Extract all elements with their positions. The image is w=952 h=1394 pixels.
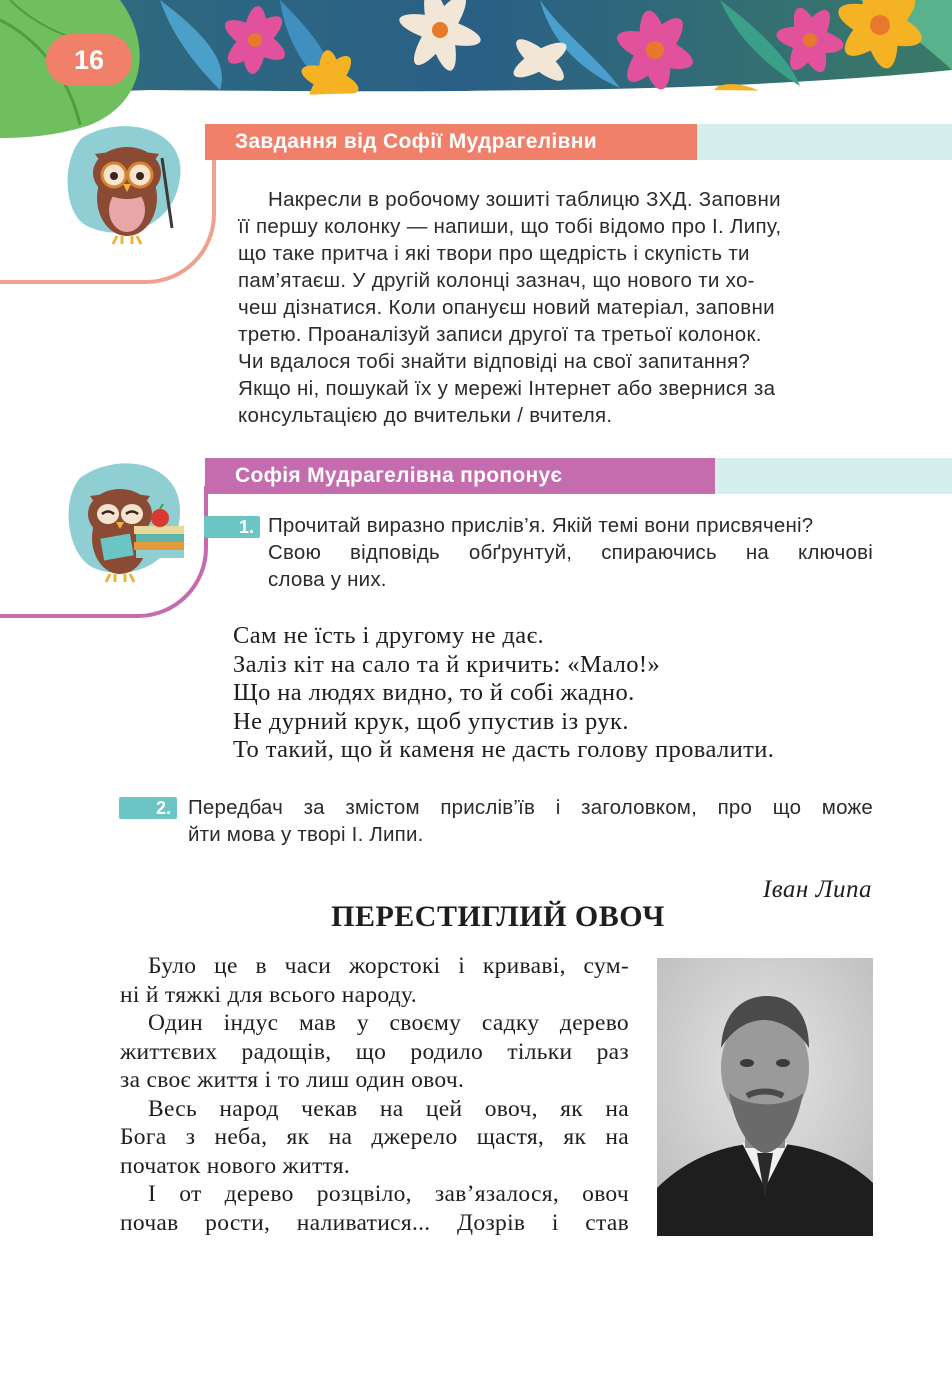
question-2-number: 2. [119,797,177,819]
question-1-number: 1. [204,516,260,538]
story-author: Іван Липа [762,876,872,903]
proverb: Заліз кіт на сало та й кричить: «Мало!» [233,650,661,678]
proverb: Що на людях видно, то й собі жадно. [233,679,635,706]
story-line: за своє життя і то лиш один овоч. [120,1067,465,1093]
question-2-text [188,794,873,848]
question-1-line: Свою відповідь обґрунтуй, спираючись на ключові [268,541,873,564]
story-line: життєвих радощів, що родило тільки раз [120,1038,629,1065]
offer-header-band [708,458,952,494]
proverb: Не дурний крук, щоб упустив із рук. [233,707,629,735]
task-line: пам’ятаєш. У другій колонці зазнач, що нового ти хо- [238,269,755,292]
owl-books-icon [62,456,192,591]
task-line: її першу колонку — напиши, що тобі відомо про І. Липу, [238,215,782,238]
task-line: Якщо ні, пошукай їх у мережі Інтернет або звернися за [238,377,776,400]
story-line: Один індус мав у своєму садку дерево [148,1010,629,1036]
page-number: 16 [46,34,132,86]
proverb: Сам не їсть і другому не дає. [233,622,545,649]
task-line: чеш дізнатися. Коли опануєш новий матеріал, заповни [238,296,775,319]
proverb: То такий, що й каменя не дасть голову провалити. [233,736,775,763]
story-line: ні й тяжкі для всього народу. [120,981,417,1008]
question-2-line: йти мова у творі І. Липи. [188,823,424,846]
question-2-line: Передбач за змістом прислів’їв і заголовком, про що може [188,796,873,819]
story-line: початок нового життя. [120,1152,351,1179]
story-line: почав рости, наливатися... Дозрів і став [120,1209,629,1236]
task-header-band [690,124,952,160]
story-line: Бога з неба, як на джерело щастя, як на [120,1124,629,1150]
task-line: третю. Проаналізуй записи другої та третьої колонок. [238,323,762,346]
story-line: Було це в часи жорстокі і криваві, сум- [148,953,629,979]
task-header: Завдання від Софії Мудрагелівни [205,124,697,160]
question-1-line: Прочитай виразно прислів’я. Якій темі вони присвячені? [268,514,814,537]
task-line: консультацією до вчительки / вчителя. [238,404,613,427]
task-line: що таке притча і які твори про щедрість і скупість ти [238,242,750,265]
story-line: Весь народ чекав на цей овоч, як на [148,1095,629,1122]
proverbs-list [233,622,774,765]
offer-header: Софія Мудрагелівна пропонує [205,458,715,494]
task-text [238,186,873,429]
question-1-line: слова у них. [268,568,387,591]
story-title: ПЕРЕСТИГЛИЙ ОВОЧ [331,900,665,933]
story-text [120,952,629,1237]
task-line: Чи вдалося тобі знайти відповіді на свої запитання? [238,350,751,373]
question-1-text [268,512,873,593]
author-portrait [657,958,873,1236]
story-line: І от дерево розцвіло, зав’язалося, овоч [148,1181,629,1207]
task-line: Накресли в робочому зошиті таблицю ЗХД. Заповни [268,188,781,211]
owl-teacher-icon [62,118,192,253]
